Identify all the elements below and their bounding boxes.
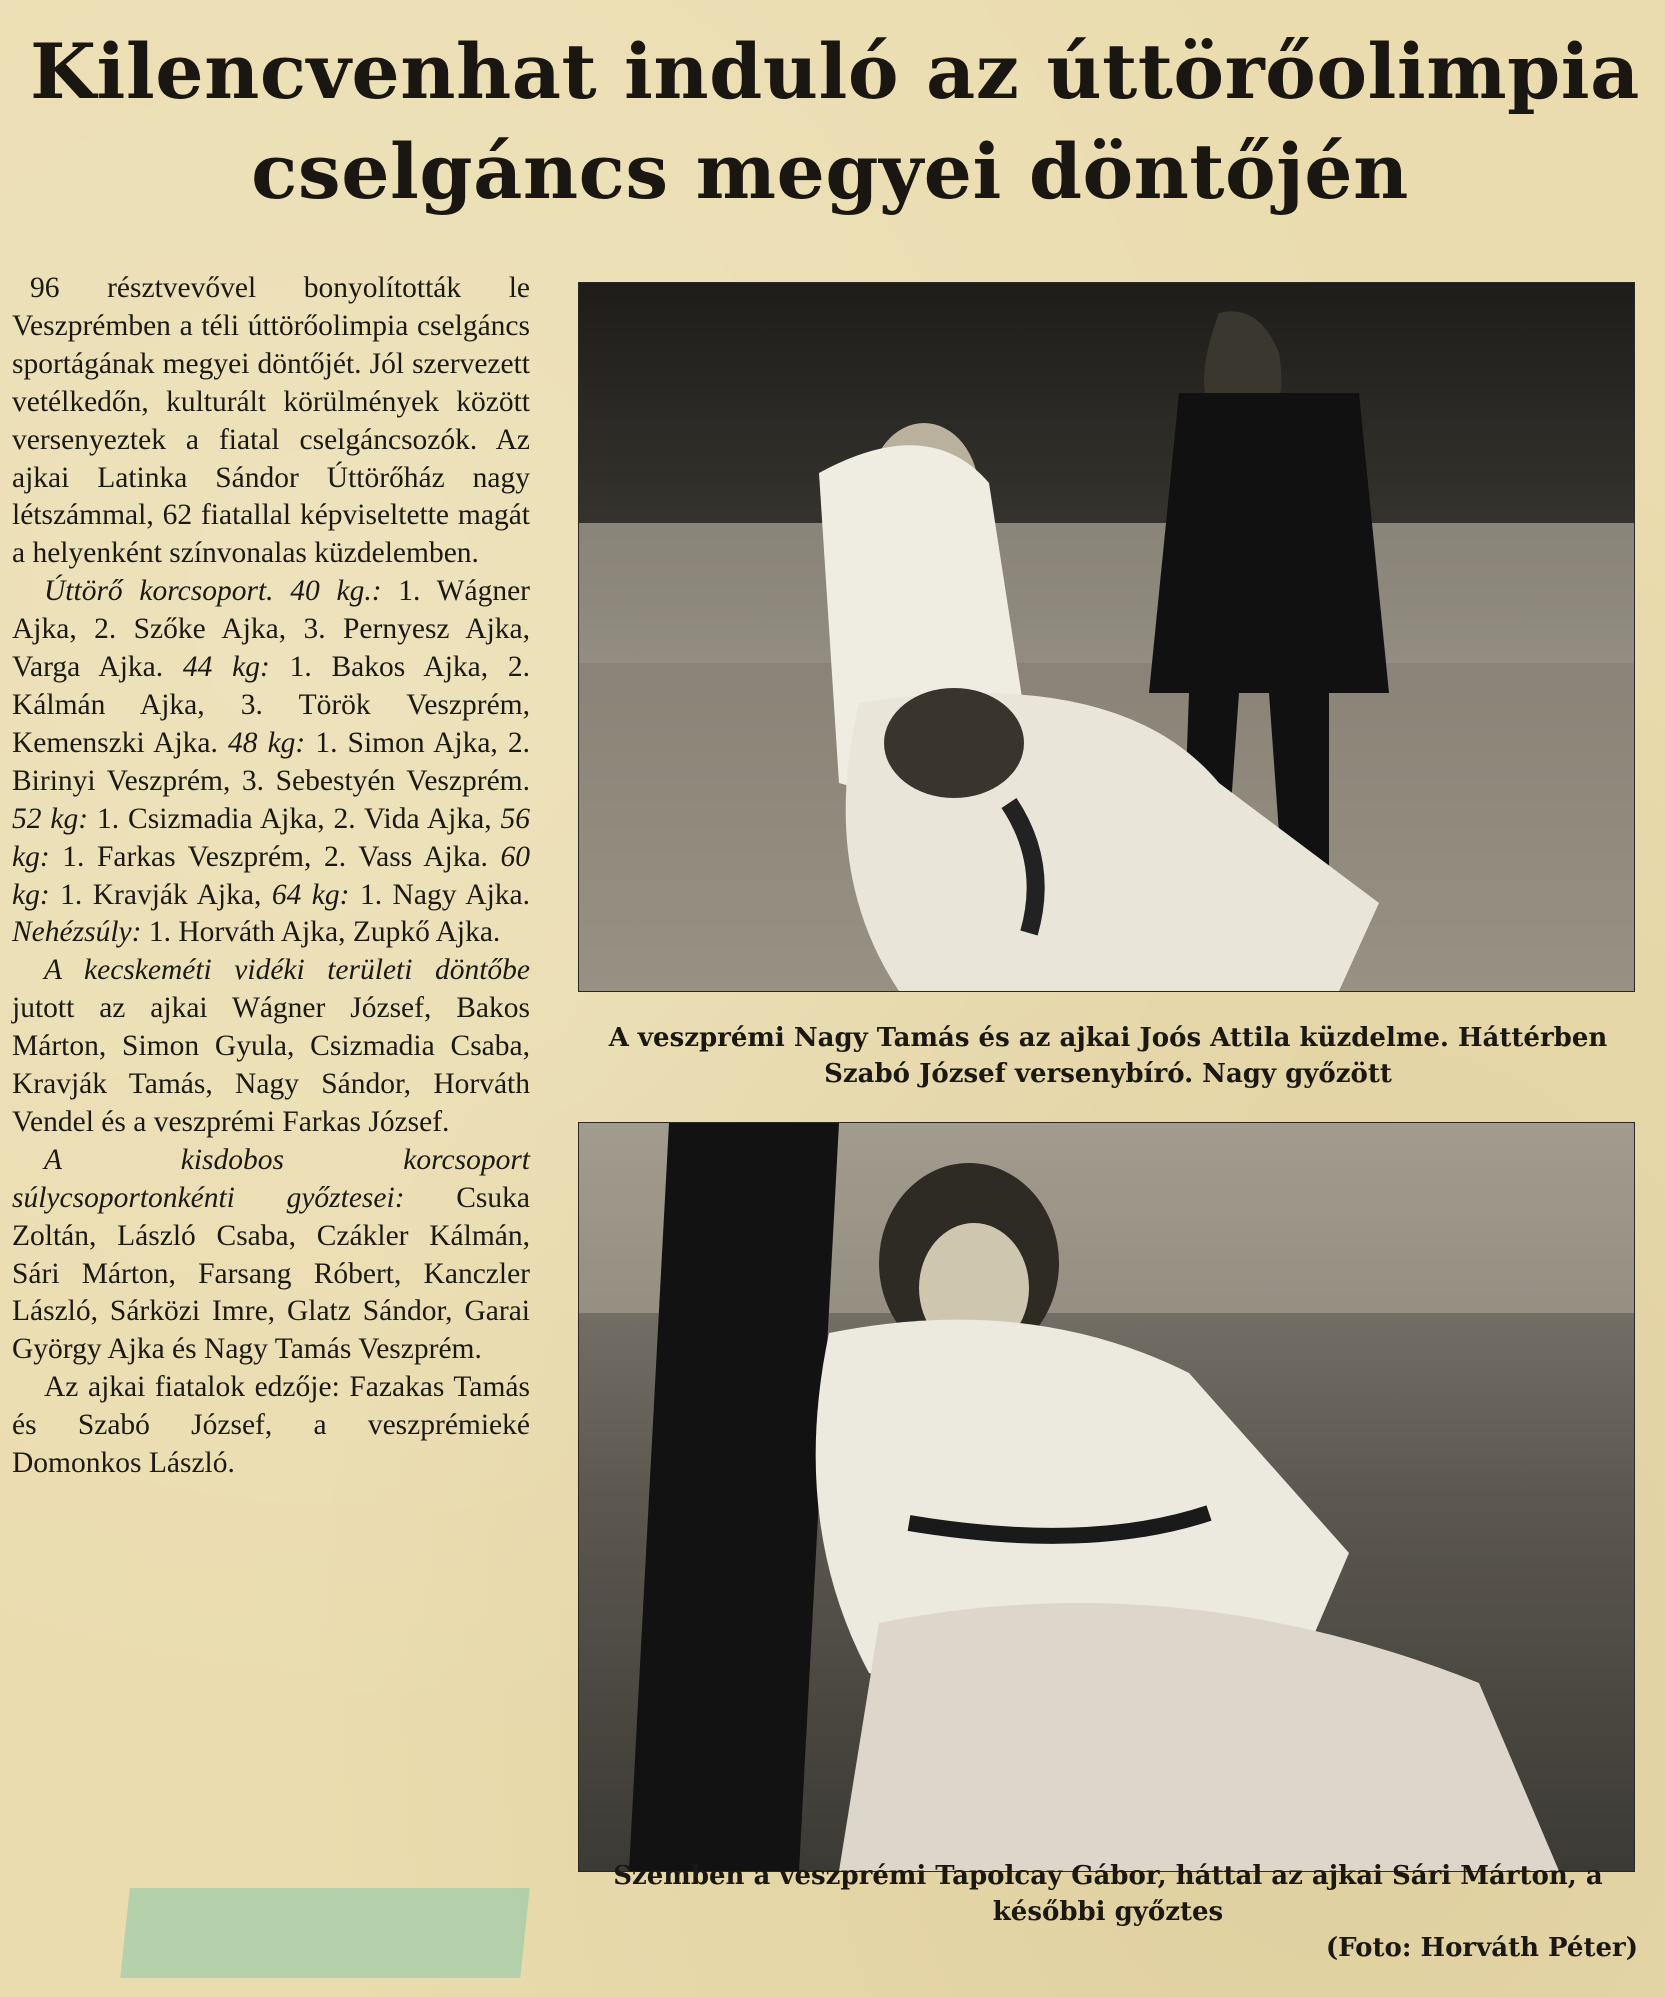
marker-highlight xyxy=(120,1888,529,1978)
article-paragraph-kisdobos xyxy=(12,1142,530,1369)
result-label: 60 kg: xyxy=(12,840,531,911)
result-label: 52 kg: xyxy=(12,802,89,835)
photo-judo-match-1 xyxy=(578,282,1635,992)
result-text: 1. Csizmadia Ajka, 2. Vida Ajka, xyxy=(88,802,492,835)
kisdobos-label: A kisdobos korcsoport súlycsoportonkénti győztesei: xyxy=(12,1143,530,1214)
result-label: Úttörő korcsoport. 40 kg.: xyxy=(44,575,382,608)
kisdobos-text: Csuka Zoltán, László Csaba, Czákler Kálmán, Sári Márton, Farsang Róbert, Kanczler László, Sárközi Imre, Glatz Sándor, Garai György Ajka és Nagy Tamás Veszprém. xyxy=(12,1181,530,1366)
result-text: 1. Kravják Ajka, xyxy=(49,878,262,911)
result-label: 44 kg: xyxy=(182,651,270,684)
headline-line-2: cselgáncs megyei döntőjén xyxy=(251,127,1409,216)
regional-final-label: A kecskeméti vidéki területi döntőbe xyxy=(44,954,530,987)
result-text: 1. Bakos Ajka, 2. Kálmán Ajka, 3. Török Veszprém, Kemenszki Ajka. xyxy=(12,651,531,759)
photo-2-image xyxy=(579,1123,1634,1871)
result-label: 56 kg: xyxy=(12,802,531,873)
result-text: 1. Nagy Ajka. xyxy=(349,878,531,911)
photo-2-caption-text: Szemben a veszprémi Tapolcay Gábor, háttal az ajkai Sári Márton, a későbbi győztes xyxy=(613,1861,1603,1927)
article-paragraph-intro: 96 résztvevővel bonyolították le Veszprémben a téli úttörőolimpia cselgáncs sportágának megyei döntőjét. Jól szervezett vetélkedőn, kulturált körülmények között versenyeztek a fiatal cselgáncsozók. Az ajkai Latinka Sándor Úttörőház nagy létszámmal, 62 fiatallal képviseltette magát a helyenként színvonalas küzdelemben. xyxy=(12,272,530,570)
headline-line-1: Kilencvenhat induló az úttörőolimpia xyxy=(30,27,1640,116)
result-label: 48 kg: xyxy=(227,726,306,759)
photo-judo-match-2 xyxy=(578,1122,1635,1872)
photo-1-image xyxy=(579,283,1634,991)
photo-2-caption xyxy=(578,1858,1638,1966)
photo-credit: (Foto: Horváth Péter) xyxy=(1325,1933,1638,1963)
result-text: 1. Horváth Ajka, Zupkő Ajka. xyxy=(141,916,501,949)
regional-final-text: jutott az ajkai Wágner József, Bakos Márton, Simon Gyula, Csizmadia Csaba, Kravják Tamás, Nagy Sándor, Horváth Vendel és a veszprémi Farkas József. xyxy=(12,992,530,1138)
article-paragraph-regional-final xyxy=(12,952,530,1142)
photo-1-caption: A veszprémi Nagy Tamás és az ajkai Joós Attila küzdelme. Háttérben Szabó József versenybíró. Nagy győzött xyxy=(608,1023,1608,1089)
result-text: 1. Simon Ajka, 2. Birinyi Veszprém, 3. Sebestyén Veszprém. xyxy=(12,726,530,797)
result-text: 1. Wágner Ajka, 2. Szőke Ajka, 3. Pernyesz Ajka, Varga Ajka. xyxy=(12,575,530,684)
article-paragraph-results xyxy=(12,573,530,952)
result-label: 64 kg: xyxy=(271,878,350,911)
headline xyxy=(30,22,1640,222)
result-label: Nehézsúly: xyxy=(12,916,142,949)
result-text: 1. Farkas Veszprém, 2. Vass Ajka. xyxy=(49,840,488,873)
article-body xyxy=(12,270,530,1483)
article-paragraph-coaches: Az ajkai fiatalok edzője: Fazakas Tamás és Szabó József, a veszprémieké Domonkos László. xyxy=(12,1371,530,1480)
